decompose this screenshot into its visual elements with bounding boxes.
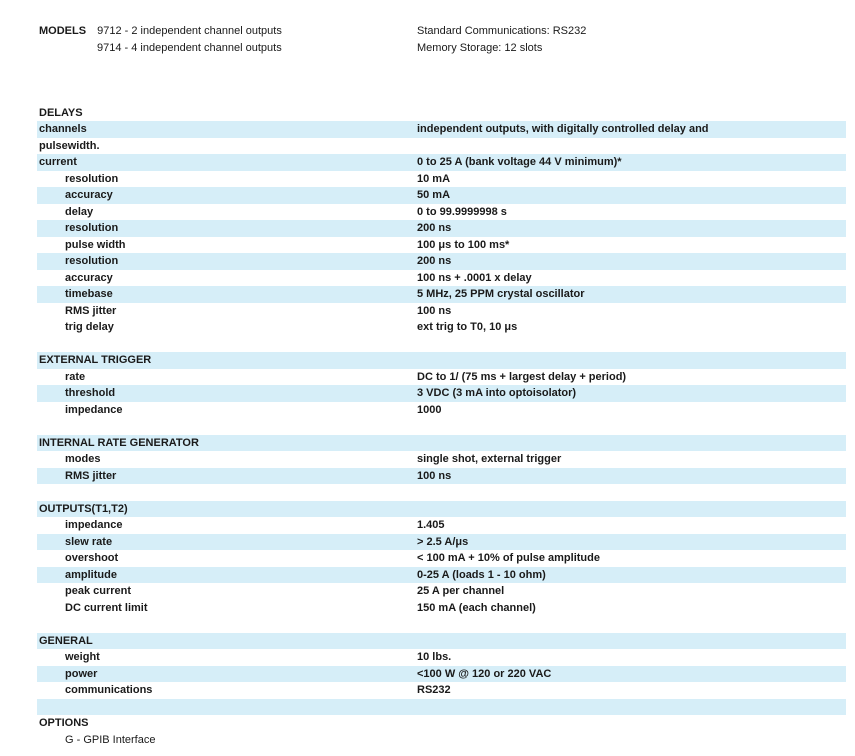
spec-table bbox=[37, 88, 846, 748]
spec-row bbox=[37, 484, 846, 501]
spec-value: 100 ns bbox=[417, 304, 452, 317]
spec-label: resolution bbox=[65, 172, 119, 185]
spec-label: resolution bbox=[65, 255, 119, 267]
spec-label: EXTERNAL TRIGGER bbox=[39, 354, 152, 366]
spec-row bbox=[37, 501, 846, 518]
spec-value: 0-25 A (loads 1 - 10 ohm) bbox=[417, 568, 546, 581]
spec-label: accuracy bbox=[65, 189, 113, 201]
spec-label: impedance bbox=[65, 519, 123, 531]
spec-value: DC to 1/ (75 ms + largest delay + period) bbox=[417, 370, 627, 383]
spec-row bbox=[37, 385, 846, 402]
spec-label: amplitude bbox=[65, 568, 117, 581]
spec-row bbox=[37, 352, 846, 369]
spec-value: independent outputs, with digitally controlled delay and bbox=[417, 123, 709, 135]
spec-row bbox=[37, 105, 846, 122]
spec-row bbox=[37, 369, 846, 386]
spec-value: 3 VDC (3 mA into optoisolator) bbox=[417, 387, 577, 399]
spec-value: ext trig to T0, 10 μs bbox=[417, 321, 518, 333]
spec-value: 0 to 25 A (bank voltage 44 V minimum)* bbox=[417, 156, 622, 168]
spec-label: pulse width bbox=[65, 238, 126, 251]
spec-label: delay bbox=[65, 205, 94, 218]
spec-row bbox=[37, 319, 846, 336]
spec-row bbox=[37, 88, 846, 105]
spec-label: INTERNAL RATE GENERATOR bbox=[39, 436, 199, 449]
spec-label: DELAYS bbox=[39, 106, 83, 119]
spec-value: 50 mA bbox=[417, 189, 451, 201]
spec-row bbox=[37, 204, 846, 221]
models-label: MODELS bbox=[39, 25, 87, 37]
spec-value: 10 lbs. bbox=[417, 651, 452, 663]
spec-label: OUTPUTS(T1,T2) bbox=[39, 502, 128, 515]
spec-value: 25 A per channel bbox=[417, 585, 505, 597]
spec-row bbox=[37, 567, 846, 584]
spec-label: weight bbox=[65, 651, 100, 663]
spec-label: G - GPIB Interface bbox=[65, 733, 156, 746]
spec-row bbox=[37, 699, 846, 716]
spec-row bbox=[37, 715, 846, 732]
spec-label: trig delay bbox=[65, 321, 114, 333]
spec-row bbox=[37, 303, 846, 320]
spec-value: single shot, external trigger bbox=[417, 453, 562, 465]
spec-row bbox=[37, 616, 846, 633]
spec-value: 100 μs to 100 ms* bbox=[417, 238, 510, 251]
spec-row bbox=[37, 253, 846, 270]
standard-communications: Standard Communications: RS232 bbox=[417, 25, 587, 37]
spec-row bbox=[37, 418, 846, 435]
spec-label: current bbox=[39, 156, 77, 168]
spec-row bbox=[37, 451, 846, 468]
spec-value: 100 ns bbox=[417, 469, 452, 482]
spec-row bbox=[37, 633, 846, 650]
spec-value: 200 ns bbox=[417, 255, 452, 267]
spec-label: rate bbox=[65, 370, 86, 383]
spec-label: modes bbox=[65, 453, 101, 465]
memory-storage: Memory Storage: 12 slots bbox=[417, 42, 543, 54]
spec-value: 100 ns + .0001 x delay bbox=[417, 271, 532, 284]
spec-row bbox=[37, 534, 846, 551]
spec-row bbox=[37, 237, 846, 254]
spec-row bbox=[37, 435, 846, 452]
spec-row bbox=[37, 550, 846, 567]
spec-value: <100 W @ 120 or 220 VAC bbox=[417, 667, 552, 680]
spec-value: > 2.5 A/μs bbox=[417, 535, 469, 548]
spec-row bbox=[37, 154, 846, 171]
spec-value: 1000 bbox=[417, 403, 442, 416]
spec-row bbox=[37, 666, 846, 683]
spec-label: timebase bbox=[65, 288, 113, 300]
spec-row bbox=[37, 187, 846, 204]
spec-value: 10 mA bbox=[417, 172, 451, 185]
spec-label: RMS jitter bbox=[65, 304, 117, 317]
spec-row bbox=[37, 402, 846, 419]
spec-label: threshold bbox=[65, 387, 116, 399]
spec-value: 200 ns bbox=[417, 222, 452, 234]
spec-value: 5 MHz, 25 PPM crystal oscillator bbox=[417, 288, 585, 300]
models-line-1 bbox=[39, 23, 282, 39]
spec-row bbox=[37, 286, 846, 303]
spec-row bbox=[37, 732, 846, 749]
spec-row bbox=[37, 682, 846, 699]
spec-label: impedance bbox=[65, 403, 123, 416]
spec-label: overshoot bbox=[65, 552, 119, 564]
spec-row bbox=[37, 138, 846, 155]
spec-label: power bbox=[65, 667, 98, 680]
spec-row bbox=[37, 600, 846, 617]
spec-label: communications bbox=[65, 684, 153, 696]
spec-label: accuracy bbox=[65, 271, 113, 284]
spec-value: 150 mA (each channel) bbox=[417, 601, 536, 614]
spec-row bbox=[37, 468, 846, 485]
spec-row bbox=[37, 336, 846, 353]
spec-row bbox=[37, 171, 846, 188]
spec-row bbox=[37, 220, 846, 237]
spec-label: slew rate bbox=[65, 535, 113, 548]
spec-row bbox=[37, 270, 846, 287]
spec-row bbox=[37, 517, 846, 534]
spec-label: DC current limit bbox=[65, 601, 148, 614]
spec-label: resolution bbox=[65, 222, 119, 234]
spec-row bbox=[37, 121, 846, 138]
spec-label: OPTIONS bbox=[39, 717, 89, 729]
spec-value: RS232 bbox=[417, 684, 451, 696]
spec-row bbox=[37, 649, 846, 666]
spec-label: channels bbox=[39, 123, 87, 135]
spec-value: < 100 mA + 10% of pulse amplitude bbox=[417, 552, 600, 564]
spec-label: RMS jitter bbox=[65, 469, 117, 482]
spec-row bbox=[37, 583, 846, 600]
model-9712: 9712 - 2 independent channel outputs bbox=[97, 25, 282, 37]
spec-label: GENERAL bbox=[39, 634, 93, 647]
spec-value: 1.405 bbox=[417, 519, 445, 531]
model-9714: 9714 - 4 independent channel outputs bbox=[97, 42, 282, 54]
spec-value: 0 to 99.9999998 s bbox=[417, 205, 507, 218]
spec-label: peak current bbox=[65, 585, 132, 597]
spec-label: pulsewidth. bbox=[39, 139, 100, 152]
